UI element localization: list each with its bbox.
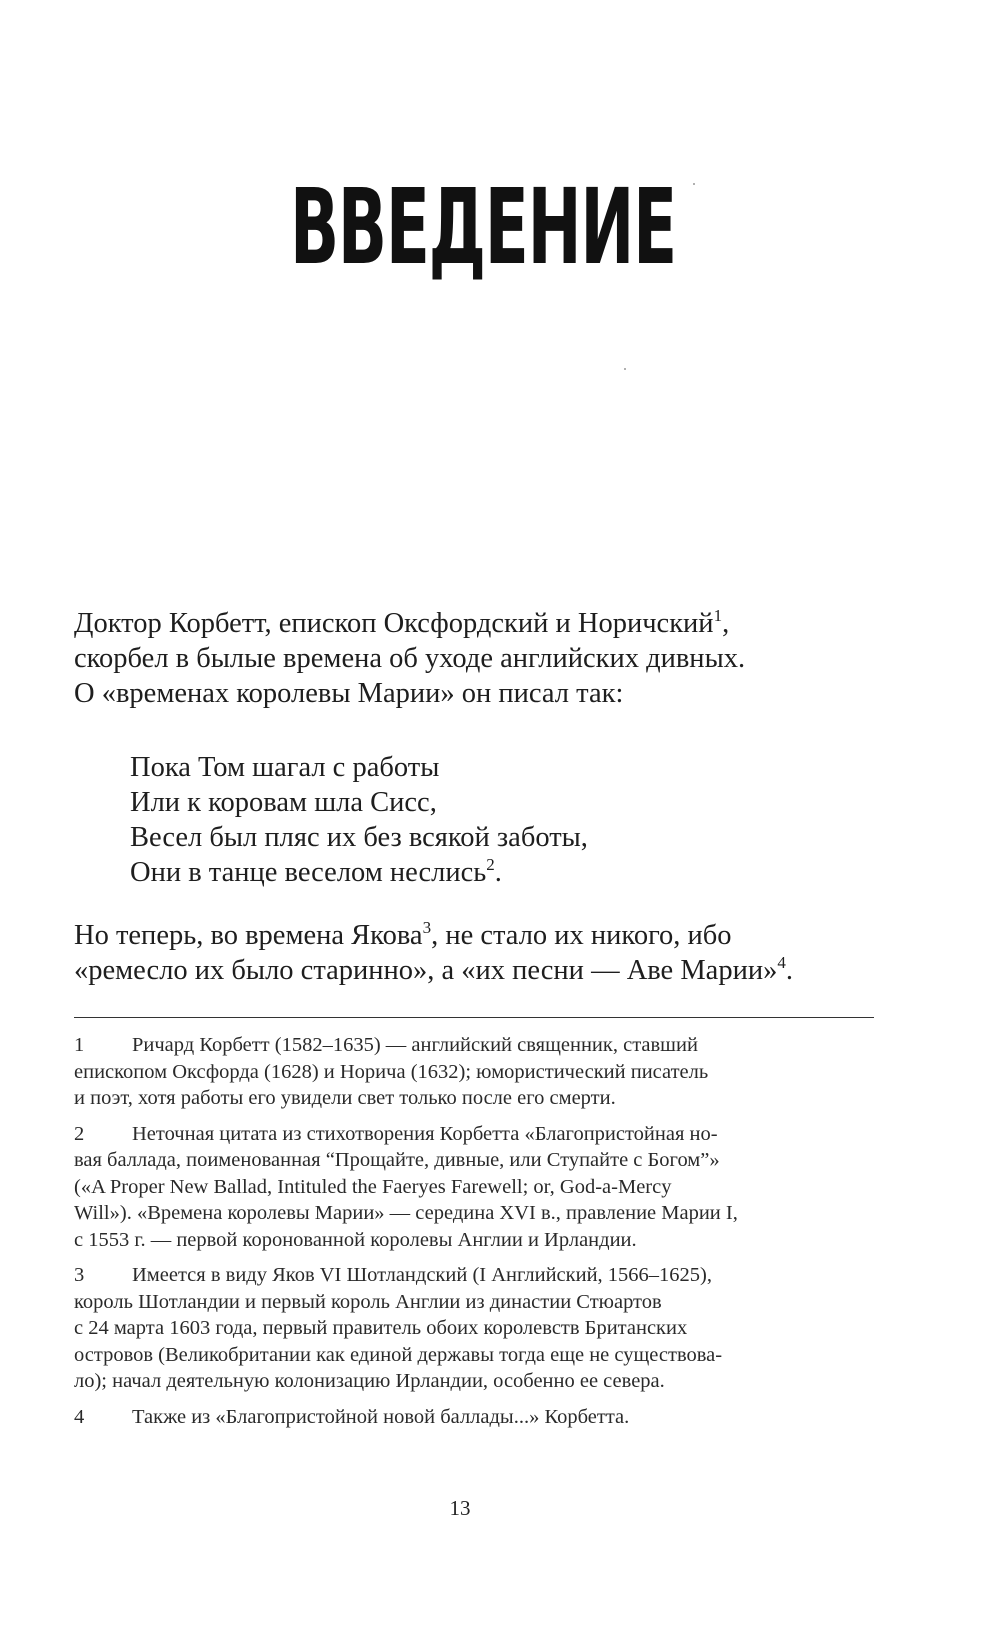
paper-speck [624, 368, 626, 370]
paper-speck [693, 183, 695, 185]
footnote-line: вая баллада, поименованная “Прощайте, дивные, или Ступайте с Богом”» [74, 1149, 720, 1171]
footnote-divider [74, 1017, 874, 1018]
verse-line: Пока Том шагал с работы [130, 752, 440, 783]
footnote-item [74, 1262, 874, 1395]
chapter-title: ВВЕДЕНИЕ [290, 166, 676, 288]
footnote-ref[interactable]: 3 [422, 918, 432, 937]
footnote-line: островов (Великобритании как единой державы тогда еще не существова- [74, 1343, 723, 1366]
footnote-text [74, 1032, 874, 1112]
footnote-line: ло); начал деятельную колонизацию Ирландии, особенно ее севера. [74, 1370, 665, 1392]
footnote-line: Ричард Корбетт (1582–1635) — английский священник, ставший [132, 1034, 698, 1056]
footnote-line: епископом Оксфорда (1628) и Норича (1632); юмористический писатель [74, 1060, 709, 1083]
footnote-number: 3 [74, 1264, 85, 1286]
footnote-text [74, 1121, 874, 1254]
footnote-line: («A Proper New Ballad, Intituled the Faeryes Farewell; or, God-a-Mercy [74, 1175, 672, 1198]
footnote-line: Неточная цитата из стихотворения Корбетта «Благопристойная но- [132, 1122, 718, 1145]
footnote-line: с 1553 г. — первой коронованной королевы Англии и Ирландии. [74, 1228, 637, 1251]
footnote-ref[interactable]: 2 [486, 855, 495, 874]
paragraph-line: «ремесло их было старинно», а «их песни — Аве Марии»$^4$. [74, 953, 793, 986]
footnote-ref[interactable]: 4 [777, 953, 786, 972]
verse-line: Или к коровам шла Сисс, [130, 787, 437, 818]
paragraph-line: О «временах королевы Марии» он писал так: [74, 678, 624, 709]
footnote-number: 1 [74, 1034, 85, 1056]
footnote-line: король Шотландии и первый король Англии из династии Стюартов [74, 1290, 662, 1313]
paragraph-line: Но теперь, во времена Якова$^3$, не стало их никого, ибо [74, 918, 732, 951]
verse-line: Они в танце веселом неслись$^2$. [130, 855, 502, 888]
footnote-item [74, 1032, 874, 1112]
footnote-line: Имеется в виду Яков VI Шотландский (I Английский, 1566–1625), [132, 1264, 713, 1286]
footnote-line: Также из «Благопристойной новой баллады...» Корбетта. [132, 1405, 630, 1428]
footnote-line: с 24 марта 1603 года, первый правитель обоих королевств Британских [74, 1317, 688, 1339]
paragraph-intro [74, 606, 874, 711]
footnote-text [74, 1262, 874, 1395]
verse-quote [130, 750, 588, 890]
footnote-text [132, 1404, 874, 1431]
paragraph-line: Доктор Корбетт, епископ Оксфордский и Норичский$^1$, [74, 606, 730, 639]
page-number: 13 [449, 1496, 471, 1520]
footnote-number: 2 [74, 1122, 85, 1145]
footnote-line: Will»). «Времена королевы Марии» — середина XVI в., правление Марии I, [74, 1202, 738, 1224]
paragraph-line: скорбел в былые времена об уходе английских дивных. [74, 643, 746, 674]
footnote-item [74, 1121, 874, 1254]
footnotes [74, 1032, 874, 1439]
footnote-item [74, 1404, 874, 1431]
paragraph-conclusion [74, 918, 874, 988]
footnote-line: и поэт, хотя работы его увидели свет только после его смерти. [74, 1087, 616, 1109]
footnote-number: 4 [74, 1405, 85, 1428]
verse-line: Весел был пляс их без всякой заботы, [130, 822, 588, 853]
footnote-ref[interactable]: 1 [713, 606, 723, 625]
